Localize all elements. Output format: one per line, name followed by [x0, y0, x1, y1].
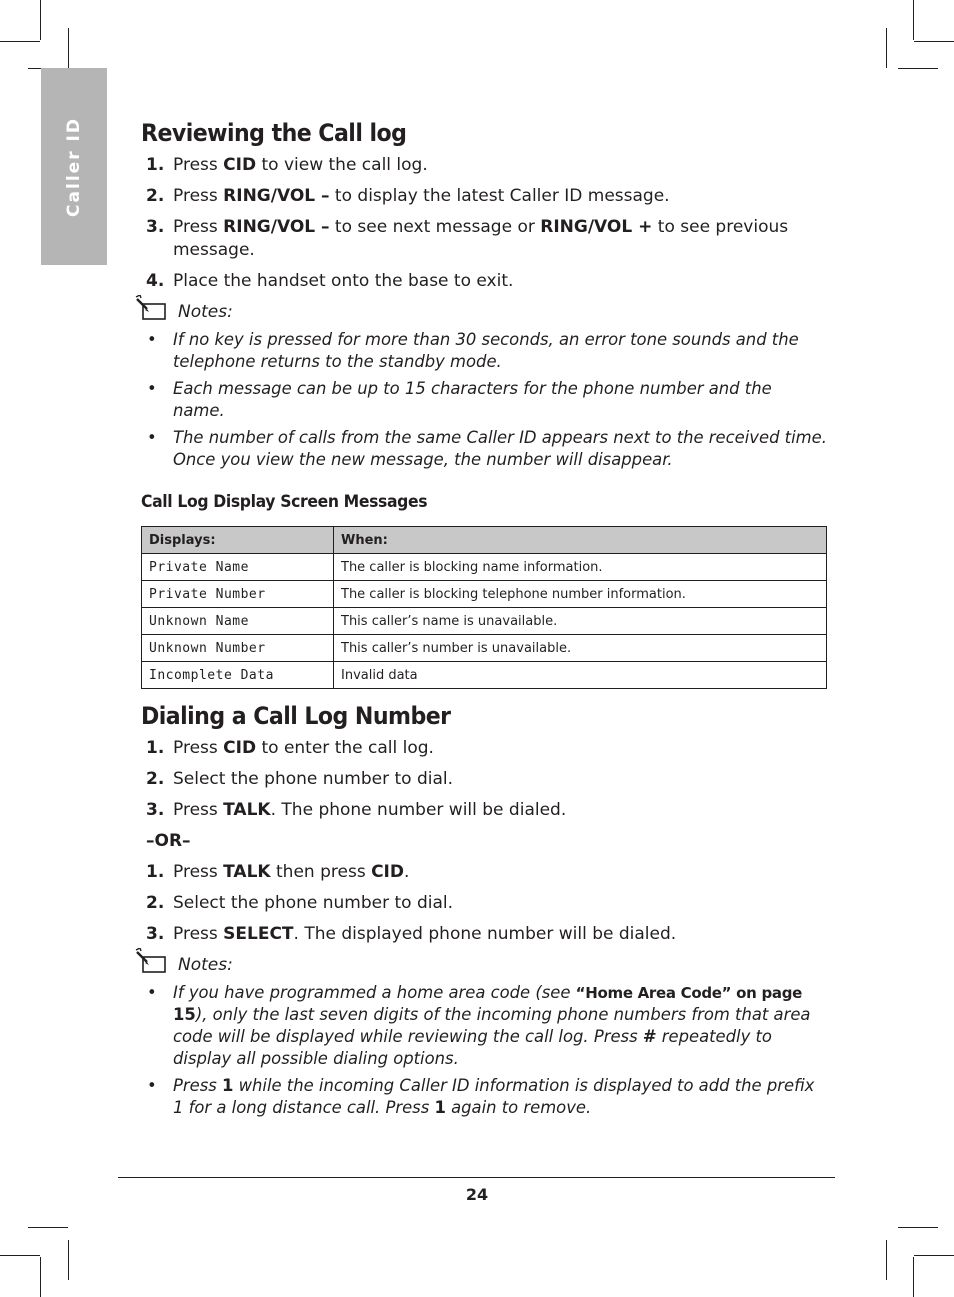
key-label: TALK: [223, 800, 271, 820]
list-item: 2. Press RING/VOL – to display the latest Caller ID message.: [146, 186, 670, 206]
table-header-row: [142, 527, 827, 554]
column-header: Displays:: [142, 527, 334, 554]
list-item: 3. Press SELECT. The displayed phone number will be dialed.: [146, 924, 677, 944]
table-title: Call Log Display Screen Messages: [141, 492, 428, 512]
display-cell: Incomplete Data: [142, 662, 334, 689]
display-cell: Private Name: [142, 554, 334, 581]
key-label: CID: [223, 738, 257, 758]
key-label: TALK: [223, 862, 271, 882]
list-item: 1. Press CID to view the call log.: [146, 155, 428, 175]
page-reference: 15: [173, 1005, 196, 1024]
table-row: [142, 608, 827, 635]
list-item: • Each message can be up to 15 characters for the phone number and the name.: [147, 379, 772, 420]
column-header: When:: [334, 527, 827, 554]
list-item: • If you have programmed a home area code (see “Home Area Code” on page 15), only the last seven digits of the incoming phone numbers from that area code will be displayed while reviewing the call log. Press # repeatedly to display all possible dialing options.: [147, 983, 811, 1068]
key-label: RING/VOL +: [540, 217, 653, 237]
list-item: • Press 1 while the incoming Caller ID information is displayed to add the prefix 1 for a long distance call. Press 1 again to remove.: [147, 1076, 815, 1117]
key-label: CID: [223, 155, 257, 175]
page-content: [141, 118, 827, 1124]
key-label: SELECT: [223, 924, 294, 944]
note-pad-icon: [135, 948, 169, 976]
list-item: 3. Press TALK. The phone number will be dialed.: [146, 800, 567, 820]
when-cell: The caller is blocking name information.: [334, 554, 827, 581]
list-item: • If no key is pressed for more than 30 seconds, an error tone sounds and the telephone returns to the standby mode.: [147, 330, 799, 371]
list-item: 1. Press CID to enter the call log.: [146, 738, 434, 758]
display-cell: Unknown Number: [142, 635, 334, 662]
when-cell: Invalid data: [334, 662, 827, 689]
note-pad-icon: [135, 295, 169, 323]
display-cell: Private Number: [142, 581, 334, 608]
list-item: • The number of calls from the same Caller ID appears next to the received time. Once you view the new message, the number will disappear.: [147, 428, 827, 469]
side-tab-label: Caller ID: [64, 116, 84, 217]
table-row: [142, 635, 827, 662]
list-item: 2. Select the phone number to dial.: [146, 769, 454, 789]
cross-reference-link[interactable]: “Home Area Code” on page: [575, 984, 803, 1002]
table-row: [142, 554, 827, 581]
notes-heading: Notes:: [141, 954, 827, 976]
key-label: RING/VOL –: [223, 217, 330, 237]
key-label: CID: [371, 862, 404, 882]
or-separator: –OR–: [146, 831, 191, 851]
review-title: Reviewing the Call log: [141, 119, 407, 147]
dialing-title: Dialing a Call Log Number: [141, 702, 451, 730]
side-tab: [41, 68, 107, 265]
list-item: 2. Select the phone number to dial.: [146, 893, 454, 913]
list-item: 3. Press RING/VOL – to see next message or RING/VOL + to see previous message.: [146, 217, 789, 260]
key-label: 1: [434, 1098, 446, 1117]
table-row: [142, 581, 827, 608]
review-notes: [141, 329, 827, 471]
key-label: RING/VOL –: [223, 186, 330, 206]
footer-divider: [118, 1177, 835, 1178]
dialing-steps-a: [141, 737, 827, 822]
page-number: 24: [465, 1185, 489, 1204]
dialing-notes: [141, 982, 827, 1119]
notes-heading: Notes:: [141, 301, 827, 323]
key-label: 1: [222, 1076, 234, 1095]
key-label: #: [642, 1027, 657, 1046]
table-row: [142, 662, 827, 689]
when-cell: This caller’s number is unavailable.: [334, 635, 827, 662]
when-cell: This caller’s name is unavailable.: [334, 608, 827, 635]
review-steps: [141, 154, 827, 293]
list-item: 4. Place the handset onto the base to exit.: [146, 271, 514, 291]
list-item: 1. Press TALK then press CID.: [146, 862, 410, 882]
when-cell: The caller is blocking telephone number information.: [334, 581, 827, 608]
display-cell: Unknown Name: [142, 608, 334, 635]
dialing-steps-b: [141, 861, 827, 946]
display-messages-table: [141, 526, 827, 689]
